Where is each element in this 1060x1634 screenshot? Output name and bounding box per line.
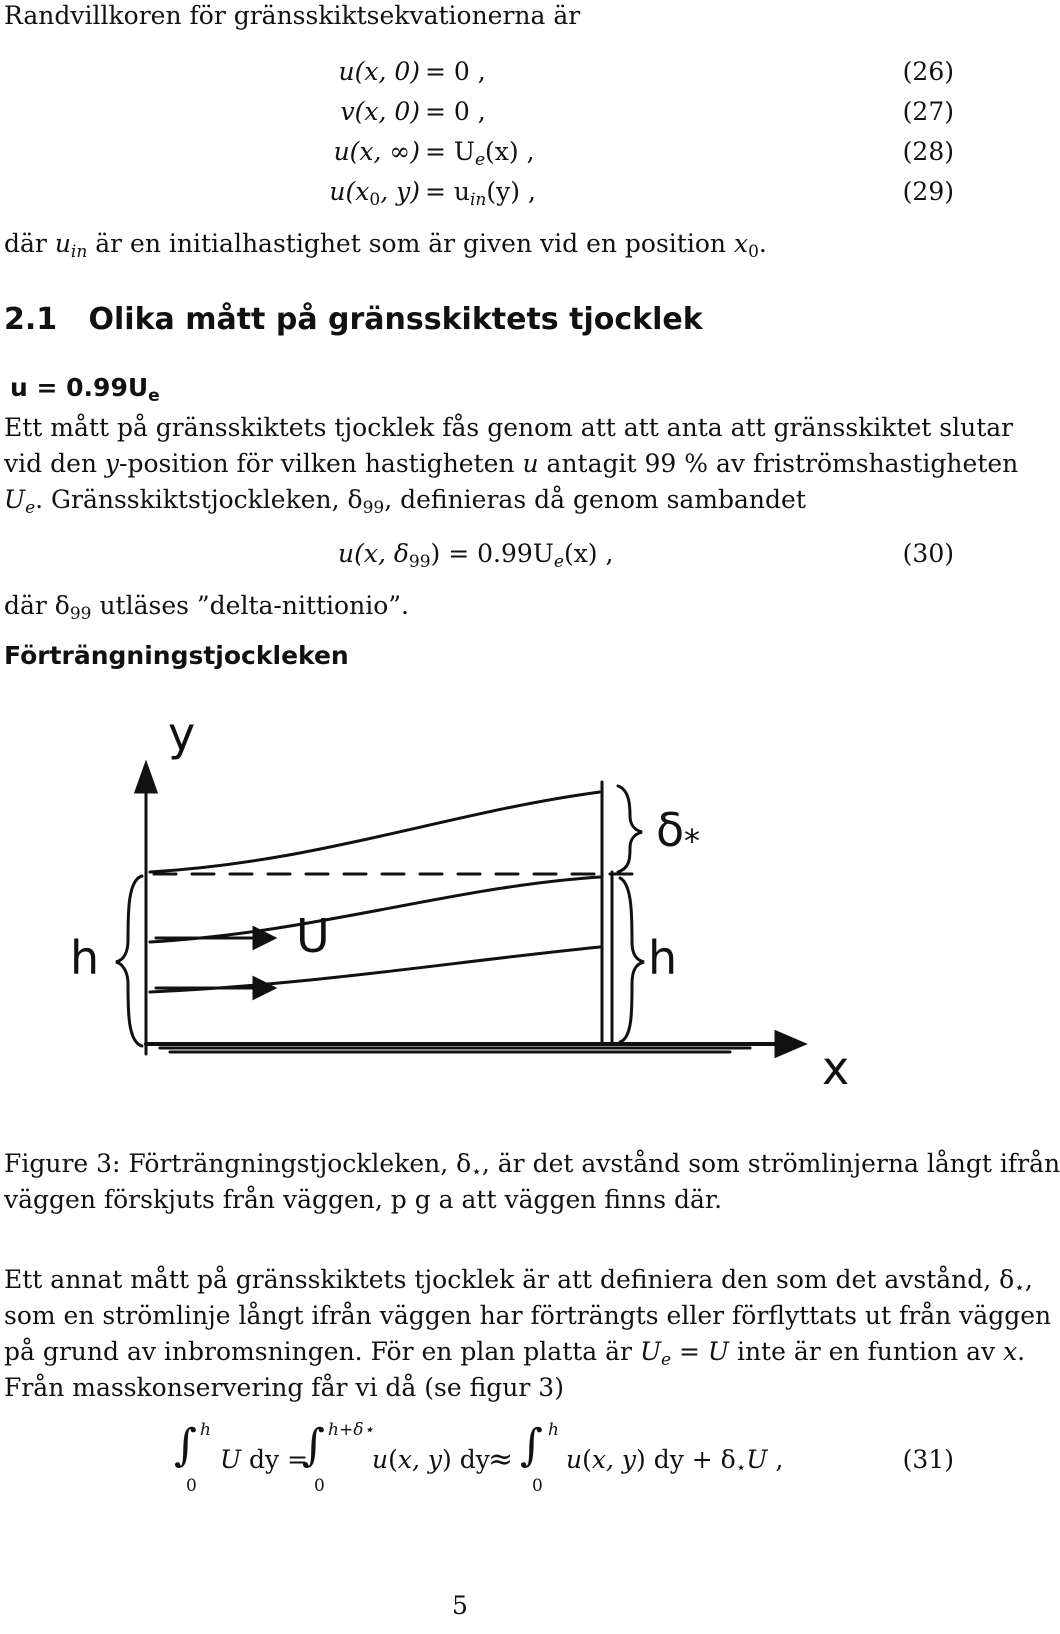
integral-2: ∫	[302, 1420, 325, 1471]
x-axis-label: x	[822, 1041, 850, 1095]
equation-30	[0, 534, 960, 578]
middle-streamline	[150, 877, 600, 942]
eq31-term1: U dy =	[220, 1445, 309, 1474]
subheading-u099: $u = 0.99U_e$	[10, 373, 160, 407]
approx-symbol: ≈	[488, 1442, 514, 1477]
eq27-lhs: v(x, 0)	[340, 97, 420, 126]
eq28-lhs: u(x, ∞)	[333, 137, 420, 166]
eq31-number: (31)	[902, 1445, 954, 1474]
inner-streamline	[150, 947, 600, 992]
eq28-number: (28)	[902, 137, 954, 166]
outer-streamline	[150, 792, 600, 872]
equation-28	[0, 132, 960, 176]
page-number: 5	[452, 1591, 468, 1620]
eq29-rhs: = $u_{in}(y)$ ,	[425, 177, 536, 211]
integral-3: ∫	[520, 1420, 543, 1471]
y-axis-arrowhead	[136, 764, 156, 792]
eq30-body: u(x, $\delta_{99}) = 0.99U_e(x)$ ,	[338, 539, 614, 573]
initial-velocity-text: där $u_{in}$ är en initialhastighet som är given vid en position $x_0$.	[4, 229, 767, 263]
left-brace	[116, 876, 142, 1046]
delta99-note: där $\delta_{99}$ utläses ”delta-nittionio”.	[4, 591, 409, 625]
figure-caption: Figure 3: Förträngningstjockleken, $\delta_⋆$, är det avstånd som strömlinjerna långt ifrån väggen förskjuts från väggen, p g a att väggen finns där.	[4, 1149, 1060, 1214]
intro-text: Randvillkoren för gränsskiktsekvationerna är	[4, 1, 581, 30]
figure-3	[70, 707, 930, 1095]
section-heading: 2.1 Olika mått på gränsskiktets tjocklek	[4, 302, 703, 337]
equation-29	[0, 172, 960, 216]
eq27-rhs: = 0 ,	[425, 97, 486, 126]
delta-label: δ	[656, 803, 685, 857]
eq31-term2: u(x, y) dy	[372, 1445, 490, 1474]
velocity-arrowhead-lower	[254, 978, 274, 998]
equation-26	[0, 52, 960, 96]
y-axis-label: y	[168, 707, 196, 761]
wall-hatching	[160, 1048, 750, 1052]
paragraph-delta99: Ett mått på gränsskiktets tjocklek fås genom att att anta att gränsskiktet slutar vid den y-position för vilken hastigheten u antagit 99 % av friströmshastigheten $U_e$. Gränsskiktstjockleken, $\delta_{99}$, definieras då genom sambandet	[4, 413, 1019, 519]
subheading-displacement-thickness: Förträngningstjockleken	[4, 641, 349, 670]
integral-1: ∫	[174, 1420, 197, 1471]
h-left-label: h	[70, 931, 100, 985]
eq26-rhs: = 0 ,	[425, 57, 486, 86]
right-h-brace	[620, 878, 644, 1042]
delta-brace	[618, 786, 642, 872]
eq29-lhs: $u(x_0$, y)	[329, 177, 420, 211]
equation-31: ∫ h 0 U dy = ∫ h+δ⋆ 0 u(x, y) dy ≈ ∫ h 0 u(x, y) dy + $\delta_⋆U$ , (31)	[174, 1420, 954, 1496]
u-label: U	[296, 909, 330, 963]
equation-27	[0, 92, 960, 136]
eq28-rhs: = $U_e(x)$ ,	[425, 137, 535, 171]
h-right-label: h	[648, 931, 678, 985]
paragraph-displacement: Ett annat mått på gränsskiktets tjocklek är att definiera den som det avstånd, $\delta_⋆$, som en strömlinje långt ifrån väggen har förträngts eller förflyttats ut från väggen på grund av inbromsningen. För en plan platta är $U_e = U$ inte är en funtion av x. Från masskonservering får vi då (se figur 3)	[4, 1265, 1052, 1402]
eq26-lhs: u(x, 0)	[338, 57, 420, 86]
eq29-number: (29)	[902, 177, 954, 206]
x-axis-arrowhead	[776, 1032, 804, 1056]
eq27-number: (27)	[902, 97, 954, 126]
eq30-number: (30)	[902, 539, 954, 568]
eq31-term3: u(x, y) dy + $\delta_⋆U$ ,	[566, 1445, 784, 1479]
eq26-number: (26)	[902, 57, 954, 86]
displacement-thickness-sketch	[70, 707, 930, 1095]
delta-star-label: *	[684, 822, 700, 860]
